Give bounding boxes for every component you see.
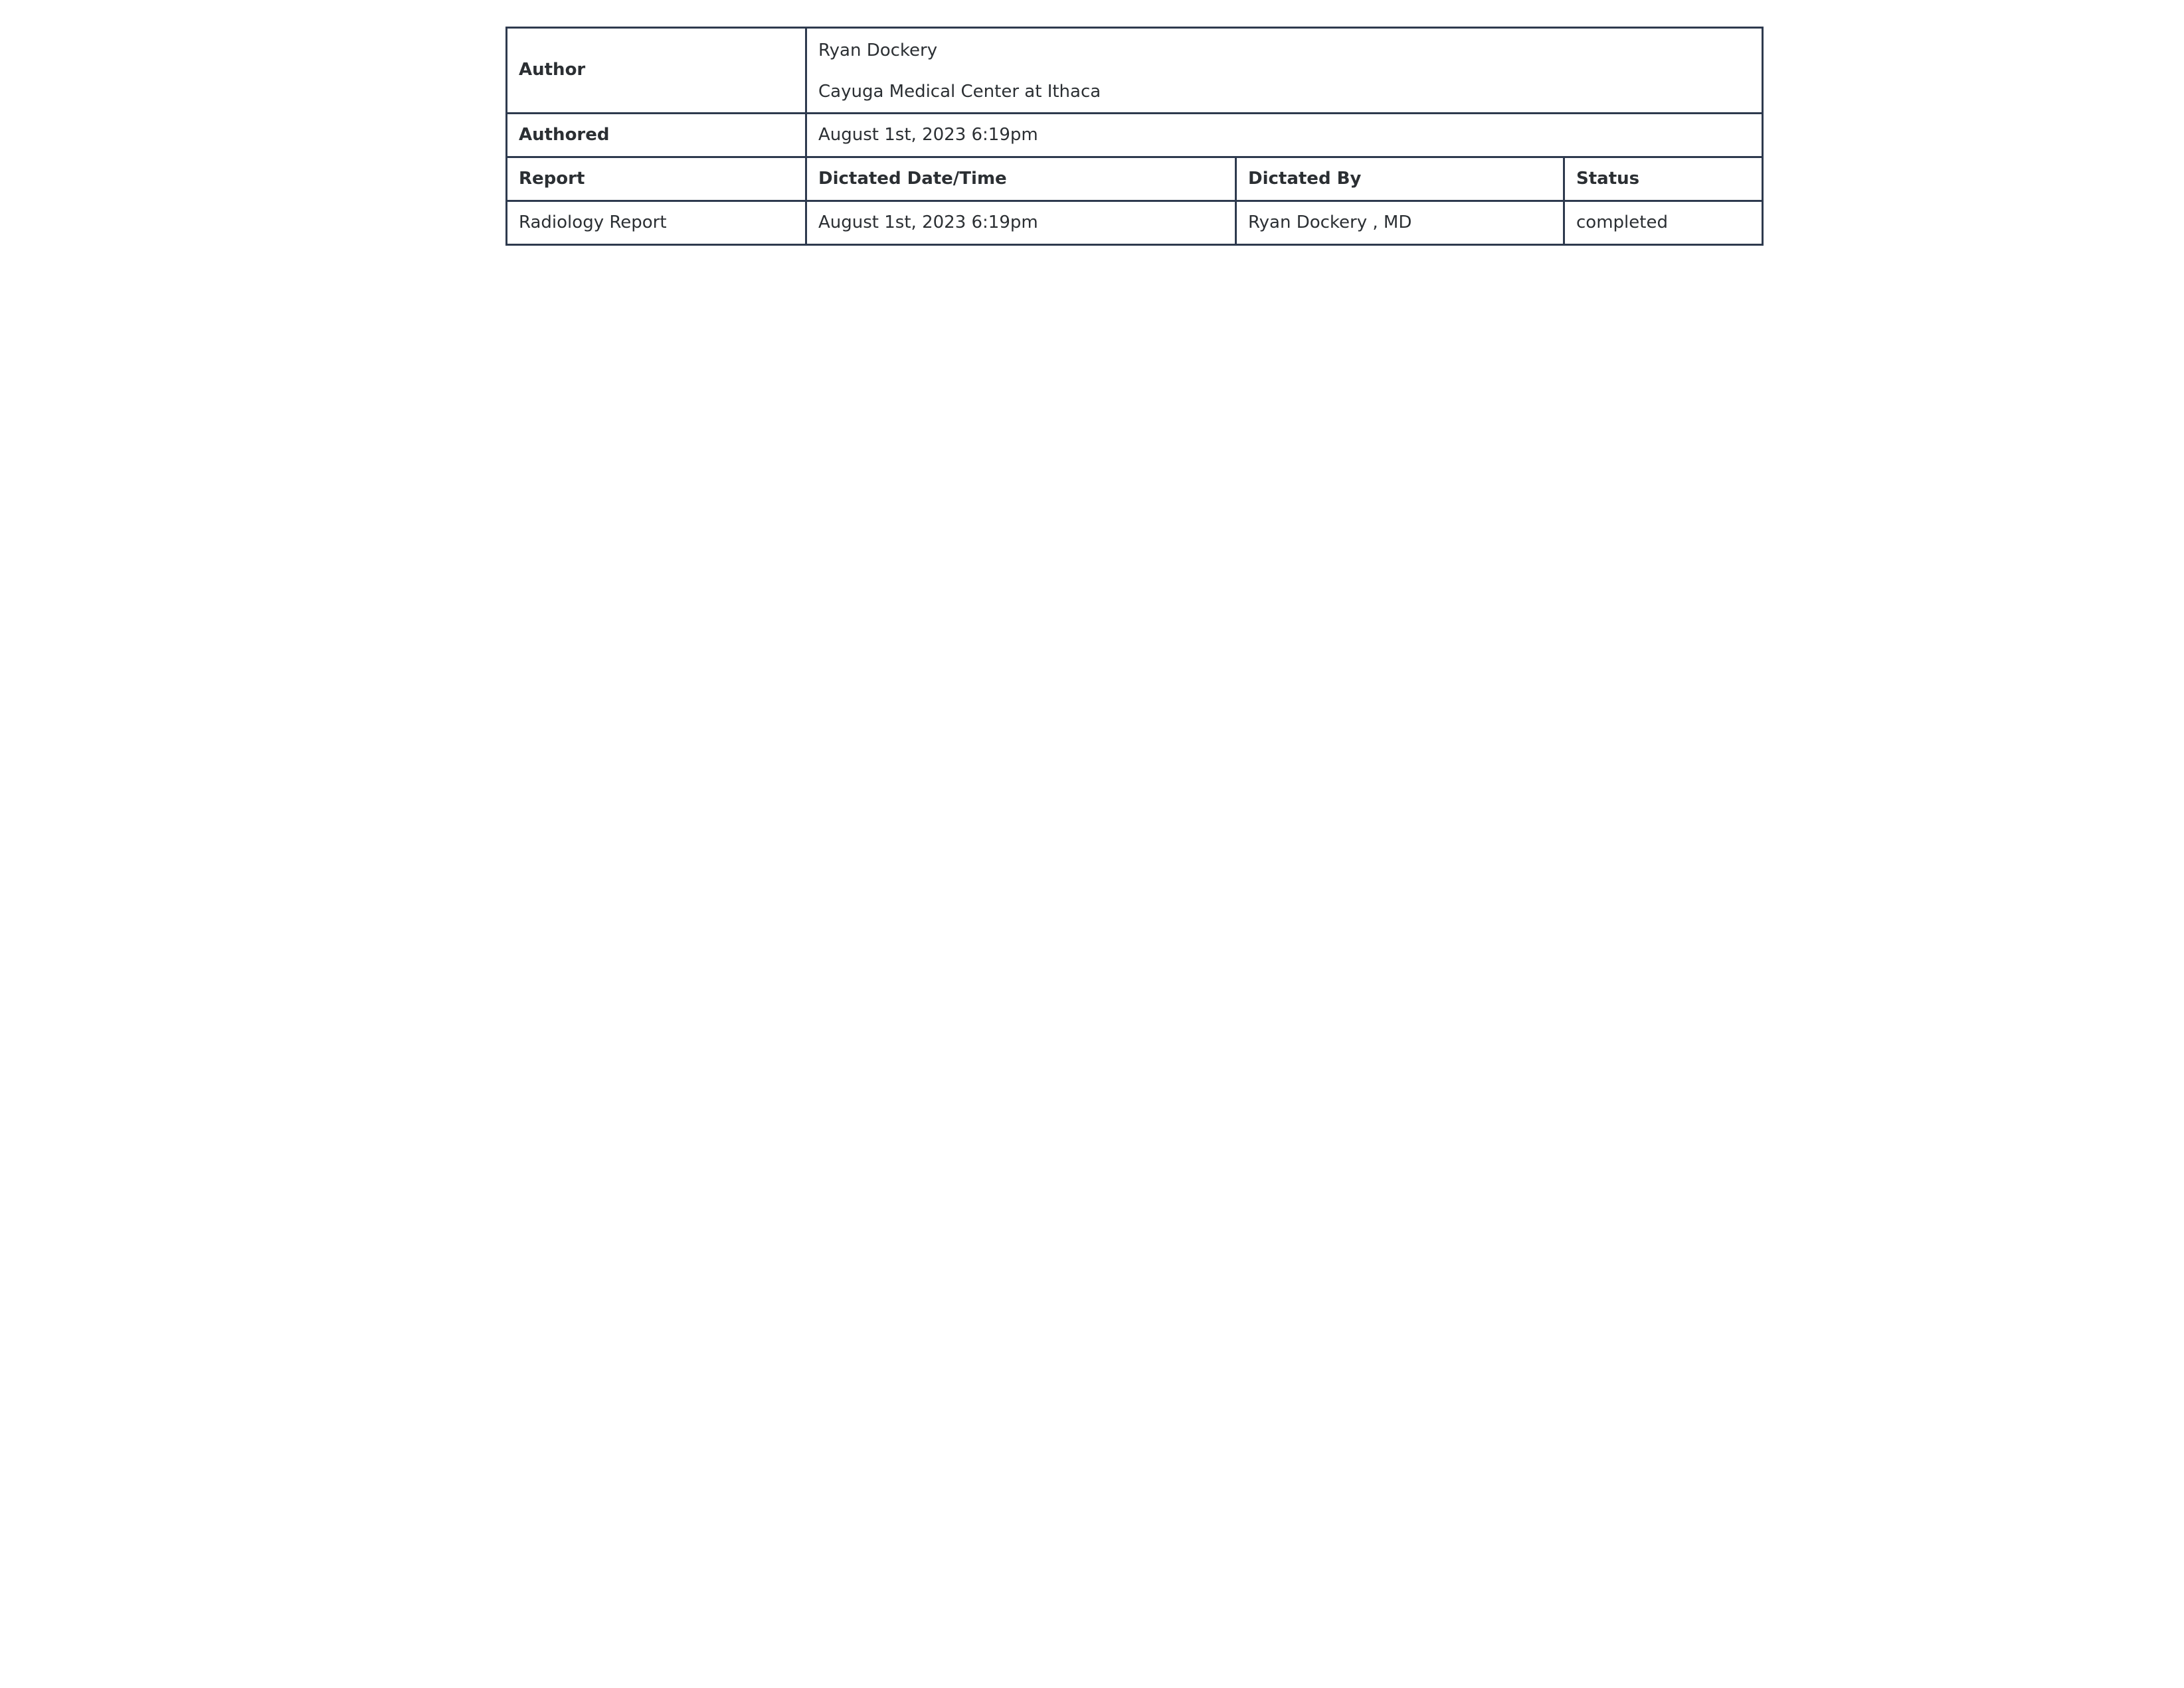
cell-dictated-datetime: August 1st, 2023 6:19pm xyxy=(806,201,1236,245)
column-header-dictated-datetime: Dictated Date/Time xyxy=(806,157,1236,201)
author-value xyxy=(806,28,1763,114)
column-header-status: Status xyxy=(1564,157,1763,201)
author-label: Author xyxy=(507,28,806,114)
authored-row xyxy=(507,114,1763,157)
author-name: Ryan Dockery xyxy=(818,41,938,60)
cell-report: Radiology Report xyxy=(507,201,806,245)
authored-label: Authored xyxy=(507,114,806,157)
cell-dictated-by: Ryan Dockery , MD xyxy=(1236,201,1564,245)
table-row xyxy=(507,201,1763,245)
author-row xyxy=(507,28,1763,114)
author-organization: Cayuga Medical Center at Ithaca xyxy=(818,82,1101,102)
column-header-report: Report xyxy=(507,157,806,201)
table-header-row xyxy=(507,157,1763,201)
column-header-dictated-by: Dictated By xyxy=(1236,157,1564,201)
authored-value: August 1st, 2023 6:19pm xyxy=(806,114,1763,157)
cell-status: completed xyxy=(1564,201,1763,245)
report-info-table xyxy=(505,27,1764,246)
